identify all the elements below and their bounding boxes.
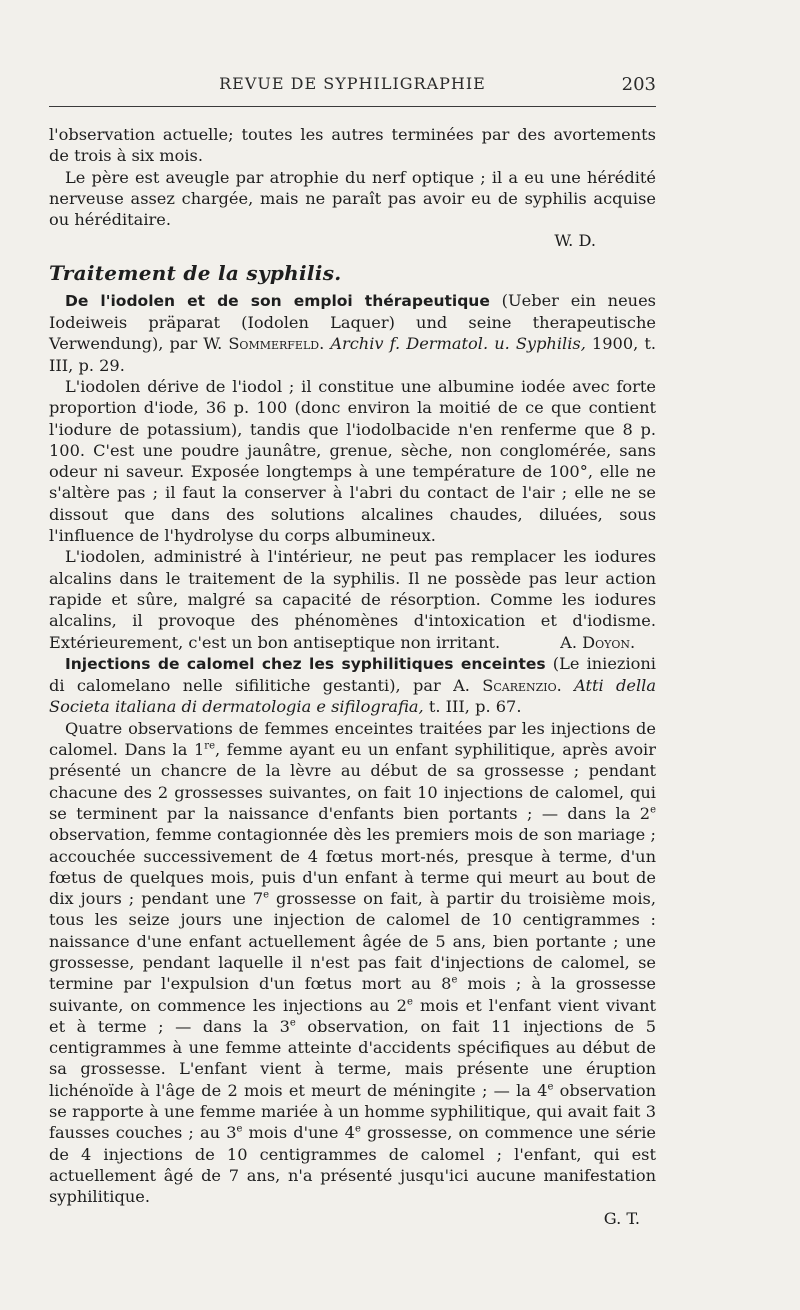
text-run: mois d'une 4 [242,1123,355,1143]
article2-ref-start: (Le iniezioni di calomelano nelle sifilitiche gestanti), par A. [49,653,656,696]
article1-journal: Archiv f. Dermatol. u. Syphilis, [330,334,586,354]
header-rule [49,106,656,107]
article1-signature: A. Doyon. [560,632,636,652]
superscript: e [236,1123,243,1135]
text-run: mois et l'enfant vient vivant et à terme ; — dans la 3 [49,995,657,1036]
superscript: e [650,804,656,816]
text-run: mois ; à la grossesse suivante, on commence les injections au 2 [49,974,656,1015]
article2-signature: G. T. [603,1208,640,1228]
article2-paragraph-1 [49,718,656,1208]
article1-ref-start: (Ueber ein neues Iodeiweis präparat (Iodolen Laquer) und seine therapeutische Verwendung), par W. [49,290,656,354]
superscript: e [451,974,458,986]
page-body [49,124,656,1229]
intro-paragraph-2: Le père est aveugle par atrophie du nerf optique ; il a eu une hérédité nerveuse assez chargée, mais ne paraît pas avoir eu de syphilis acquise ou héréditaire. [49,167,656,230]
text-run: observation se rapporte à une femme mariée à un homme syphilitique, qui avait fait 3 fausses couches ; au 3 [49,1080,656,1143]
superscript: e [289,1017,296,1029]
article1-ref-end: 1900, t. III, p. 29. [49,334,656,375]
intro-signature: W. D. [554,231,596,251]
article2-title: Injections de calomel chez les syphilitiques enceintes [65,654,546,673]
section-title: Traitement de la syphilis. [49,260,342,285]
superscript: e [263,889,270,901]
article2-journal: Atti della Societa italiana di dermatologia e sifilografia, [49,676,656,717]
intro-paragraph-1: l'observation actuelle; toutes les autres terminées par des avortements de trois à six mois. [49,125,656,166]
superscript: re [204,740,215,752]
page-number: 203 [621,74,656,95]
superscript: e [406,996,413,1008]
text-run: observation, femme contagionnée dès les premiers mois de son mariage ; accouchée successivement de 4 fœtus mort-nés, presque à terme, d'un fœtus de quelques mois, puis d'un enfant à terme qui meurt au bout de dix jours ; pendant une 7 [49,825,656,909]
article2-ref-end: t. III, p. 67. [428,697,522,717]
text-run: observation, on fait 11 injections de 5 centigrammes à une femme atteinte d'accidents spécifiques au début de sa grossesse. L'enfant vient à terme, mais présente une éruption lichénoïde à l'âge de 2 mois et meurt de méningite ; — la 4 [49,1016,656,1100]
page-header [49,74,656,98]
article1-paragraph-2-text: L'iodolen, administré à l'intérieur, ne peut pas remplacer les iodures alcalins dans le traitement de la syphilis. Il ne possède pas leur action rapide et sûre, malgré sa capacité de résorption. Comme les iodures alcalins, il provoque des phénomènes d'intoxication et d'iodisme. Extérieurement, c'est un bon antiseptique non irritant. [49,547,656,652]
text-run: grossesse on fait, à partir du troisième mois, tous les seize jours une injection de calomel de 10 centigrammes : naissance d'une enfant actuellement âgée de 5 ans, bien portante ; une grossesse, pendant laquelle il n'est pas fait d'injections de calomel, se termine par l'expulsion d'un fœtus mort au 8 [49,889,656,994]
superscript: e [354,1123,361,1135]
article1-reference [49,290,656,376]
article2-author: Scarenzio. [482,676,562,696]
superscript: e [547,1081,554,1093]
article1-paragraph-1: L'iodolen dérive de l'iodol ; il constitue une albumine iodée avec forte proportion d'iode, 36 p. 100 (donc environ la moitié de ce que contient l'iodure de potassium), tandis que l'iodolbacide n'en renferme que 8 p. 100. C'est une poudre jaunâtre, grenue, sèche, non conglomérée, sans odeur ni saveur. Exposée longtemps à une température de 100°, elle ne s'altère pas ; il faut la conserver à l'abri du contact de l'air ; elle ne se dissout que dans des solutions alcalines chaudes, diluées, sous l'influence de l'hydrolyse du corps albumineux. [49,376,656,546]
running-title: REVUE DE SYPHILIGRAPHIE [219,74,486,93]
text-run: grossesse, on commence une série de 4 injections de 10 centigrammes de calomel ; l'enfant, qui est actuellement âgé de 7 ans, n'a présenté jusqu'ici aucune manifestation syphilitique. [49,1123,656,1207]
article1-paragraph-2 [49,546,656,652]
text-run: Quatre observations de femmes enceintes traitées par les injections de calomel. Dans la 1 [49,718,656,760]
article1-author: Sommerfeld. [228,334,325,354]
article1-title: De l'iodolen et de son emploi thérapeutique [65,291,490,310]
article2-reference [49,653,656,718]
text-run: , femme ayant eu un enfant syphilitique, après avoir présenté un chancre de la lèvre au début de sa grossesse ; pendant chacune des 2 grossesses suivantes, on fait 10 injections de calomel, qui se terminent par la naissance d'enfants bien portants ; — dans la 2 [49,740,656,823]
